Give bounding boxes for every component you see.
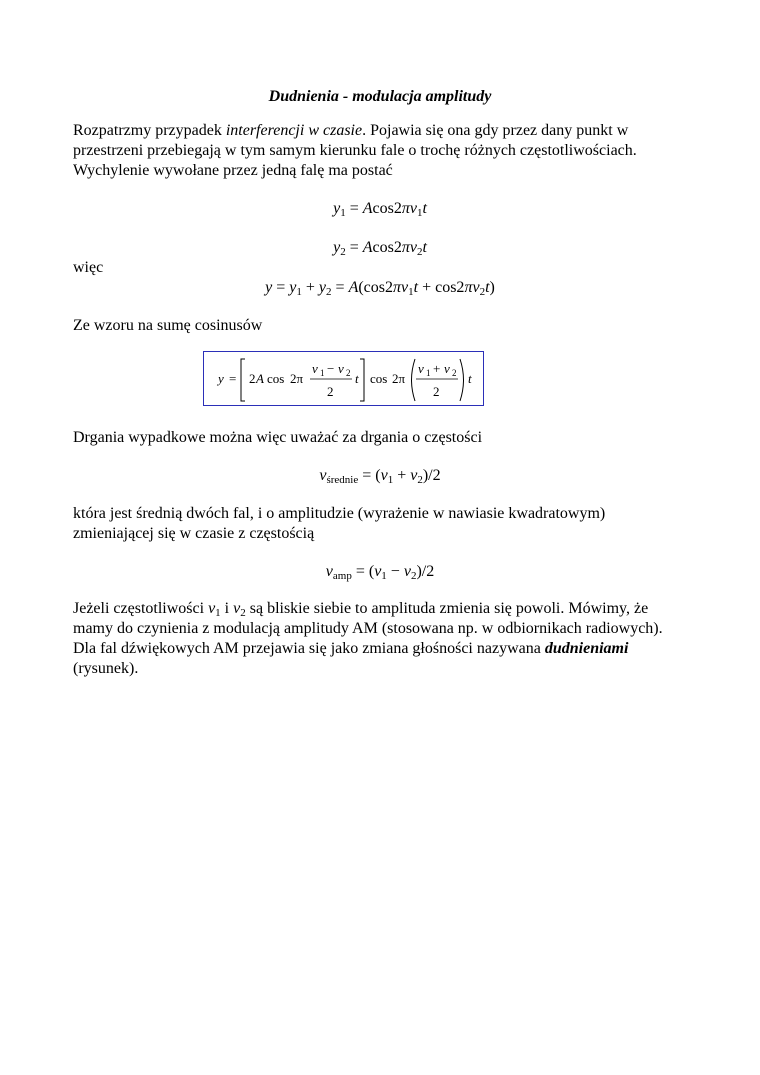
bf-eq: =	[229, 371, 237, 386]
final-text: Jeżeli częstotliwości	[73, 600, 209, 617]
eq-sign: +	[301, 279, 319, 296]
intro-line-1	[73, 121, 713, 141]
eq-sub: amp	[332, 570, 352, 582]
bf-n2a: ν	[418, 361, 424, 376]
boxed-formula-svg	[204, 352, 485, 407]
eq-sub: 2	[340, 246, 346, 258]
bf-A: A	[256, 371, 264, 386]
eq-symbol: π	[401, 200, 410, 217]
eq-symbol: ν	[208, 600, 216, 617]
eq-sign: =	[272, 279, 290, 296]
boxed-formula	[203, 351, 484, 406]
bf-cos1: cos	[267, 371, 285, 386]
eq-sign: )/2	[416, 563, 435, 580]
eq-symbol: A	[348, 279, 359, 296]
bf-t1: t	[355, 371, 359, 386]
equation-sum	[0, 278, 760, 298]
bf-n1as: 1	[320, 368, 325, 378]
eq-symbol: ν	[325, 563, 333, 580]
bf-2: 2	[249, 371, 256, 386]
intro-emphasis: interferencji w czasie	[225, 122, 363, 139]
left-bracket-icon	[241, 359, 245, 401]
eq-sign: )	[489, 279, 495, 296]
right-paren-icon	[460, 359, 464, 401]
eq-sign: )/2	[422, 467, 441, 484]
eq-symbol: y	[289, 279, 297, 296]
final-line-2: mamy do czynienia z modulacją amplitudy AM (stosowana np. w odbiornikach radiowych).	[73, 620, 663, 637]
eq-symbol: ν	[380, 467, 388, 484]
bf-n1b: ν	[338, 361, 344, 376]
eq-symbol: A	[362, 200, 373, 217]
intro-text-cont: . Pojawia się ona gdy przez dany punkt w	[362, 122, 629, 139]
eq-sign: =	[331, 279, 349, 296]
eq-symbol: y	[333, 239, 341, 256]
eq-func: cos2	[372, 239, 402, 256]
eq-sub: 2	[410, 570, 417, 582]
eq-sub: 1	[387, 474, 394, 486]
eq-sub: 2	[417, 474, 423, 486]
bf-2pi2: 2π	[392, 371, 406, 386]
eq-symbol: ν	[403, 563, 411, 580]
eq-sign: +	[393, 467, 411, 484]
eq-sub: 1	[215, 607, 221, 619]
bf-n2bs: 2	[452, 368, 457, 378]
eq-sign: = (	[358, 467, 381, 484]
final-text: i	[220, 600, 234, 617]
bf-n1a: ν	[312, 361, 318, 376]
intro-text: Rozpatrzmy przypadek	[73, 122, 226, 139]
eq-symbol: t	[422, 200, 427, 217]
eq-sub: 1	[416, 207, 423, 219]
eq-symbol: ν	[472, 279, 480, 296]
eq-symbol: ν	[319, 467, 327, 484]
intro-line-2: przestrzeni przebiegają w tym samym kierunku fale o trochę różnych częstotliwościach.	[73, 142, 637, 159]
ktora-line-1: która jest średnią dwóch fal, i o amplitudzie (wyrażenie w nawiasie kwadratowym)	[73, 505, 606, 522]
eq-func: + cos2	[418, 279, 465, 296]
right-bracket-icon	[360, 359, 364, 401]
eq-sub: 2	[416, 246, 423, 258]
final-text: są bliskie siebie to amplituda zmienia się powoli. Mówimy, że	[245, 600, 649, 617]
eq-symbol: y	[333, 200, 341, 217]
bf-den2: 2	[433, 384, 440, 399]
final-line-3	[73, 639, 713, 659]
equation-y1	[0, 199, 760, 219]
bf-y: y	[218, 371, 224, 386]
final-text: Dla fal dźwiękowych AM przejawia się jako zmiana głośności nazywana	[73, 640, 545, 657]
final-paragraph	[73, 599, 713, 679]
bf-cos2: cos	[370, 371, 388, 386]
final-emphasis: dudnieniami	[544, 640, 629, 657]
eq-sub: średnie	[326, 474, 359, 486]
eq-symbol: t	[413, 279, 419, 296]
eq-sub: 2	[479, 286, 486, 298]
eq-symbol: π	[464, 279, 473, 296]
bf-t2: t	[468, 371, 472, 386]
bf-den1: 2	[327, 384, 334, 399]
final-line-1	[73, 599, 713, 619]
eq-symbol: t	[485, 279, 490, 296]
eq-symbol: y	[265, 279, 273, 296]
eq-sub: 1	[340, 207, 346, 219]
eq-func: (cos2	[358, 279, 393, 296]
eq-sub: 2	[326, 286, 332, 298]
ktora-line-2: zmieniającej się w czasie z częstością	[73, 525, 315, 542]
bf-n2b: ν	[444, 361, 450, 376]
eq-sign: −	[386, 563, 404, 580]
bf-n2as: 1	[426, 368, 431, 378]
eq-symbol: A	[362, 239, 373, 256]
document-title: Dudnienia - modulacja amplitudy	[268, 88, 492, 105]
eq-sign: = (	[351, 563, 375, 580]
eq-symbol: ν	[401, 279, 409, 296]
eq-symbol: t	[422, 239, 427, 256]
equation-y2	[0, 238, 760, 258]
eq-sub: 1	[408, 286, 414, 298]
eq-symbol: y	[318, 279, 327, 296]
eq-symbol: ν	[410, 467, 418, 484]
eq-sub: 1	[296, 286, 302, 298]
eq-sign: =	[345, 239, 363, 256]
eq-symbol: ν	[409, 200, 417, 217]
bf-n1bs: 2	[346, 368, 351, 378]
eq-sub: 1	[381, 570, 387, 582]
intro-line-3: Wychylenie wywołane przez jedną falę ma postać	[73, 162, 393, 179]
eq-symbol: ν	[233, 600, 241, 617]
eq-func: cos2	[372, 200, 402, 217]
equation-amp	[0, 562, 760, 582]
bf-plus: +	[433, 361, 441, 376]
ktora-paragraph	[73, 504, 713, 544]
intro-paragraph	[73, 121, 713, 181]
eq-symbol: π	[401, 239, 410, 256]
eq-sign: =	[345, 200, 363, 217]
left-paren-icon	[412, 359, 416, 401]
equation-srednie	[0, 466, 760, 486]
bf-2pi1: 2π	[290, 371, 304, 386]
ze-wzoru-text: Ze wzoru na sumę cosinusów	[73, 317, 263, 334]
eq-symbol: π	[393, 279, 402, 296]
eq-symbol: ν	[409, 239, 417, 256]
wiec-text: więc	[73, 259, 104, 276]
bf-minus: −	[327, 361, 335, 376]
drgania-text: Drgania wypadkowe można więc uważać za drgania o częstości	[73, 429, 483, 446]
eq-symbol: ν	[374, 563, 382, 580]
eq-sub: 2	[240, 607, 246, 619]
final-line-4: (rysunek).	[73, 660, 139, 677]
